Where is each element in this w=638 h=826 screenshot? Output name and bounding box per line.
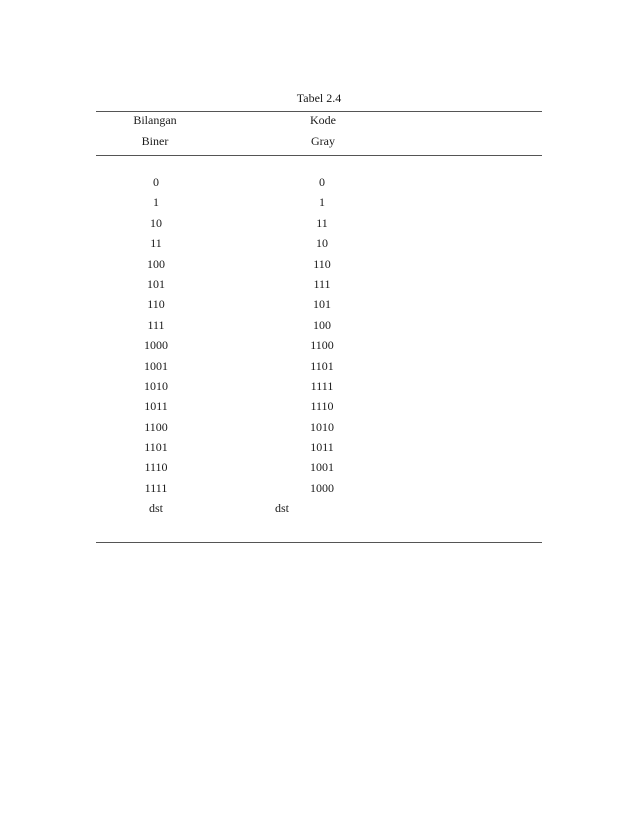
cell-gray: 10 — [316, 236, 328, 251]
table-row — [0, 440, 638, 460]
cell-biner: 1010 — [144, 378, 168, 393]
table-row — [0, 460, 638, 480]
table-row — [0, 379, 638, 399]
header-gray: Gray — [311, 134, 335, 148]
table-row — [0, 501, 638, 521]
cell-gray: 1001 — [310, 460, 334, 475]
cell-gray: 1000 — [310, 480, 334, 495]
cell-biner: 1000 — [144, 338, 168, 353]
cell-gray: 0 — [319, 175, 325, 189]
table-row — [0, 359, 638, 379]
cell-gray: 1010 — [310, 419, 334, 434]
cell-gray: 100 — [313, 317, 331, 332]
table-header-rule — [96, 155, 542, 156]
cell-biner: 1001 — [144, 358, 168, 373]
table-row — [0, 236, 638, 256]
cell-biner: 1110 — [144, 460, 168, 475]
cell-biner: 1011 — [144, 399, 168, 414]
cell-biner: 1 — [153, 195, 159, 210]
cell-gray: 1110 — [310, 399, 334, 414]
cell-biner: 111 — [147, 317, 165, 332]
table-row — [0, 338, 638, 358]
table-row — [0, 257, 638, 277]
table-row — [0, 297, 638, 317]
cell-gray: 1011 — [310, 440, 334, 455]
table-row — [0, 399, 638, 419]
cell-biner: dst — [148, 501, 163, 516]
table-row — [0, 277, 638, 297]
cell-gray: 1111 — [310, 378, 334, 393]
cell-biner: 110 — [147, 297, 165, 312]
table-bottom-rule — [96, 542, 542, 543]
header-kode: Kode — [310, 113, 336, 127]
cell-gray: 111 — [313, 276, 331, 291]
table-row — [0, 318, 638, 338]
cell-gray: 1 — [319, 195, 325, 210]
cell-biner: 10 — [150, 215, 162, 230]
cell-biner: 11 — [150, 236, 162, 251]
cell-biner: 100 — [147, 256, 165, 271]
header-bilangan: Bilangan — [133, 113, 177, 127]
cell-biner: 1111 — [144, 480, 168, 495]
table-caption: Tabel 2.4 — [296, 91, 342, 105]
cell-gray: 1101 — [310, 358, 334, 373]
table-row — [0, 175, 638, 195]
table-top-rule — [96, 111, 542, 112]
cell-biner: 101 — [147, 276, 165, 291]
cell-biner: 1101 — [144, 440, 168, 455]
header-biner: Biner — [141, 134, 169, 148]
cell-gray: 101 — [313, 297, 331, 312]
table-row — [0, 195, 638, 215]
cell-gray: dst — [274, 501, 289, 516]
table-body — [0, 175, 638, 522]
cell-biner: 1100 — [144, 419, 168, 434]
cell-biner: 0 — [153, 175, 159, 189]
cell-gray: 110 — [313, 256, 331, 271]
cell-gray: 1100 — [310, 338, 334, 353]
cell-gray: 11 — [316, 215, 328, 230]
table-row — [0, 481, 638, 501]
table-row — [0, 216, 638, 236]
table-row — [0, 420, 638, 440]
